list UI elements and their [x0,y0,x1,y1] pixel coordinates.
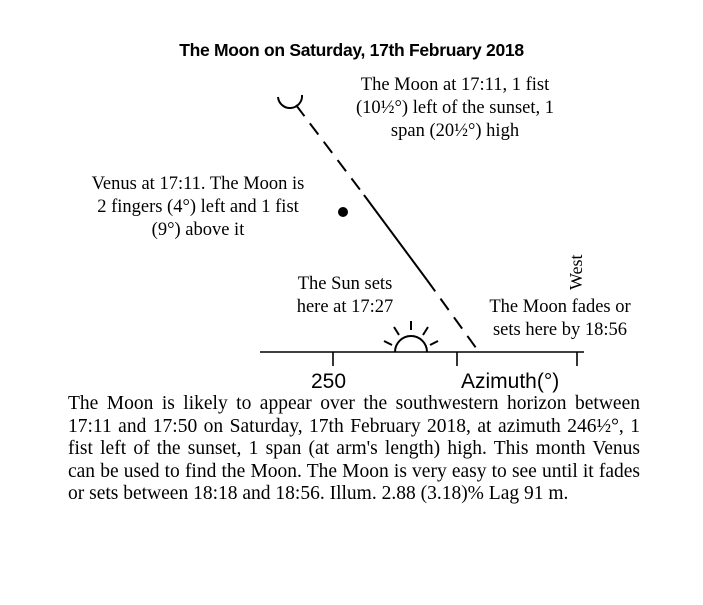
moon-label-line-2: (10½°) left of the sunset, 1 [355,98,554,118]
west-label: West [566,254,586,290]
description-paragraph: The Moon is likely to appear over the southwestern horizon between 17:11 and 17:50 on Saturday, 17th February 2018, at azimuth 246½°, 1 fist left of the sunset, 1 span (at arm's length) high. This month Venus can be used to find the Moon. The Moon is very easy to see until it fades or sets between 18:18 and 18:56. Illum. 2.88 (3.18)% Lag 91 m. [68,393,640,504]
moon-position-label [320,74,590,143]
moon-label-line-3: span (20½°) high [390,121,520,141]
moonset-label-line-2: sets here by 18:56 [492,320,628,340]
azimuth-tick-label: 250 [311,370,347,393]
diagram-title: The Moon on Saturday, 17th February 2018 [179,40,524,60]
venus-label-line-3: (9°) above it [151,220,245,240]
sunset-label-line-2: here at 17:27 [296,297,394,317]
venus-label-line-2: 2 fingers (4°) left and 1 fist [97,197,299,217]
moon-path-solid [364,195,427,280]
azimuth-axis-title: Azimuth(°) [461,370,560,393]
venus-label-line-1: Venus at 17:11. The Moon is [91,174,305,194]
moon-crescent-icon [278,95,302,108]
setting-sun-icon [384,321,438,352]
moon-label-line-1: The Moon at 17:11, 1 fist [360,75,550,95]
moonset-label [460,296,660,342]
moonset-label-line-1: The Moon fades or [489,297,631,317]
sunset-label [270,273,420,319]
venus-position-label [48,173,348,242]
sunset-label-line-1: The Sun sets [297,274,393,294]
